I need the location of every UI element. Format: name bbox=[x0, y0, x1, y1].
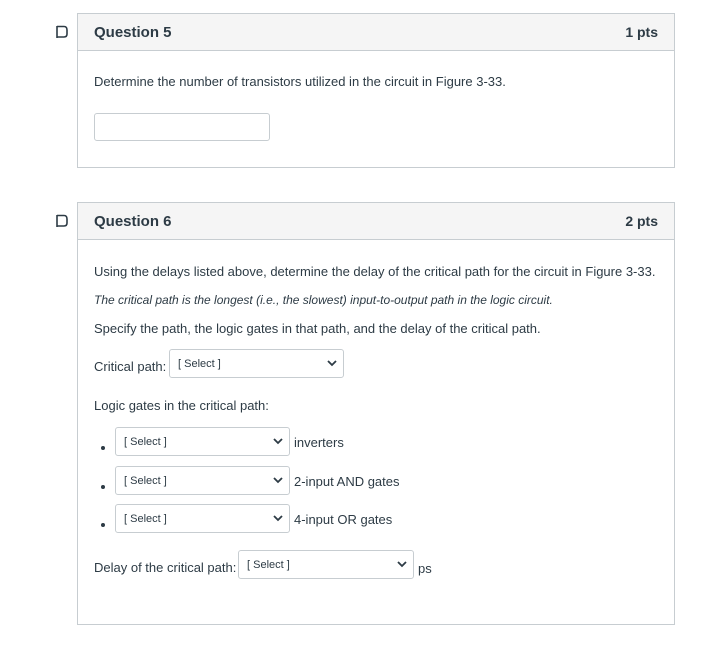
critical-path-select[interactable] bbox=[169, 349, 344, 378]
and-gates-select[interactable] bbox=[115, 466, 290, 495]
question-note: The critical path is the longest (i.e., the slowest) input-to-output path in the logic circuit. bbox=[94, 293, 553, 307]
delay-label: Delay of the critical path: bbox=[94, 560, 237, 575]
gates-label: Logic gates in the critical path: bbox=[94, 398, 269, 413]
question-instruction: Specify the path, the logic gates in that path, and the delay of the critical path. bbox=[94, 321, 541, 336]
bullet bbox=[101, 523, 105, 527]
question-points: 2 pts bbox=[625, 213, 658, 229]
question-prompt: Using the delays listed above, determine the delay of the critical path for the circuit in Figure 3-33. bbox=[94, 264, 656, 279]
select-value: [ Select ] bbox=[247, 558, 290, 571]
question-5-card bbox=[77, 13, 675, 168]
critical-path-label: Critical path: bbox=[94, 359, 167, 374]
chevron-down-icon bbox=[273, 438, 283, 445]
question-title: Question 5 bbox=[94, 23, 172, 41]
inverters-label: inverters bbox=[294, 435, 344, 450]
flag-question-icon[interactable] bbox=[55, 214, 69, 228]
question-header bbox=[78, 203, 674, 240]
question-title: Question 6 bbox=[94, 212, 172, 230]
or-gates-select[interactable] bbox=[115, 504, 290, 533]
select-value: [ Select ] bbox=[124, 474, 167, 487]
and-gates-label: 2-input AND gates bbox=[294, 474, 400, 489]
delay-select[interactable] bbox=[238, 550, 414, 579]
bullet bbox=[101, 446, 105, 450]
answer-input[interactable] bbox=[94, 113, 270, 141]
delay-unit: ps bbox=[418, 561, 432, 576]
question-points: 1 pts bbox=[625, 24, 658, 40]
chevron-down-icon bbox=[273, 477, 283, 484]
flag-question-icon[interactable] bbox=[55, 25, 69, 39]
chevron-down-icon bbox=[327, 360, 337, 367]
chevron-down-icon bbox=[273, 515, 283, 522]
or-gates-label: 4-input OR gates bbox=[294, 512, 393, 527]
question-header bbox=[78, 14, 674, 51]
question-6-card bbox=[77, 202, 675, 625]
select-value: [ Select ] bbox=[124, 512, 167, 525]
inverters-select[interactable] bbox=[115, 427, 290, 456]
select-value: [ Select ] bbox=[124, 435, 167, 448]
chevron-down-icon bbox=[397, 561, 407, 568]
bullet bbox=[101, 485, 105, 489]
question-prompt: Determine the number of transistors utilized in the circuit in Figure 3-33. bbox=[94, 74, 506, 89]
select-value: [ Select ] bbox=[178, 357, 221, 370]
